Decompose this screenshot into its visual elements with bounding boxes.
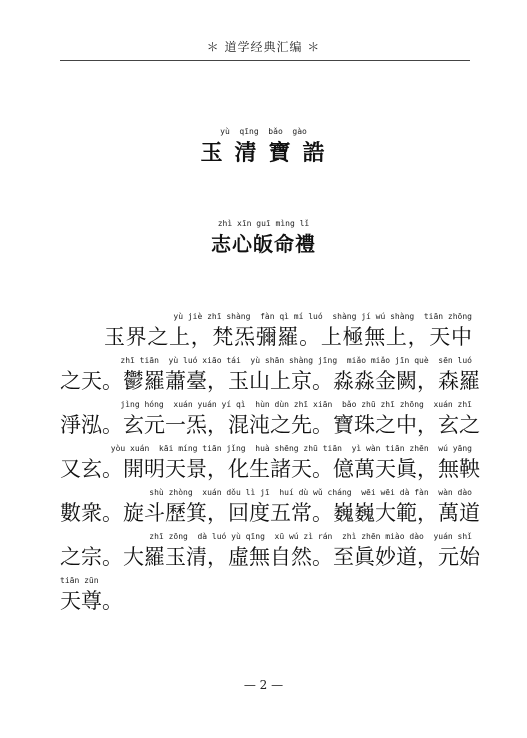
verse-line-text: 玉界之上，梵炁彌羅。上極無上，天中: [104, 325, 472, 349]
page-subtitle: 志心皈命禮: [211, 232, 316, 256]
verse-line-text: 淨泓。玄元一炁，混沌之先。寶珠之中，玄之: [60, 413, 480, 437]
verse-line-pinyin: shù zhòng xuán dǒu lì jī huí dù wǔ cháng wēi wēi dà fàn wàn dào: [149, 488, 472, 497]
verse-line-pinyin: zhī tiān yù luó xiāo tái yù shān shàng jīng miǎo miǎo jīn què sēn luó: [120, 356, 472, 365]
verse-line-text: 天尊。: [60, 589, 123, 613]
verse-line: [60, 444, 480, 488]
verse-line-text: 數衆。旋斗歷箕，回度五常。巍巍大範，萬道: [60, 501, 480, 525]
verse-line-pinyin: yòu xuán kāi míng tiān jǐng huà shēng zhū tiān yì wàn tiān zhēn wú yāng: [110, 444, 472, 453]
verse-line-pinyin: zhī zōng dà luó yù qīng xū wú zì rán zhì zhēn miào dào yuán shǐ: [149, 532, 472, 541]
verse-line: [60, 356, 480, 400]
verse-line: [60, 488, 480, 532]
verse-line: [60, 532, 480, 576]
verse-line-pinyin: yù jiè zhī shàng fàn qì mí luó shàng jí wú shàng tiān zhōng: [173, 312, 472, 321]
page-number: — 2 —: [243, 678, 284, 692]
verse-line-pinyin: tiān zūn: [60, 576, 99, 585]
title-pinyin: yù qīng bǎo gào: [220, 127, 307, 136]
verse-line-pinyin: jìng hóng xuán yuán yí qì hùn dùn zhī xiān bǎo zhū zhī zhōng xuán zhī: [120, 400, 472, 409]
verse-line-text: 又玄。開明天景，化生諸天。億萬天眞，無鞅: [60, 457, 480, 481]
verse-body: [60, 312, 480, 620]
verse-line-text: 之天。鬱羅蕭臺，玉山上京。淼淼金闕，森羅: [60, 369, 480, 393]
verse-line: [60, 576, 472, 620]
verse-line: [60, 312, 472, 356]
verse-line-text: 之宗。大羅玉清，虛無自然。至眞妙道，元始: [60, 545, 480, 569]
verse-line: [60, 400, 480, 444]
page-title: 玉清寶誥: [200, 140, 337, 166]
subtitle-pinyin: zhì xīn guī mìng lǐ: [217, 219, 310, 228]
running-header: ＊ 道学经典汇编 ＊: [206, 40, 321, 54]
subtitle-block: [0, 218, 527, 258]
title-block: [0, 126, 527, 168]
header-divider: [60, 60, 470, 61]
